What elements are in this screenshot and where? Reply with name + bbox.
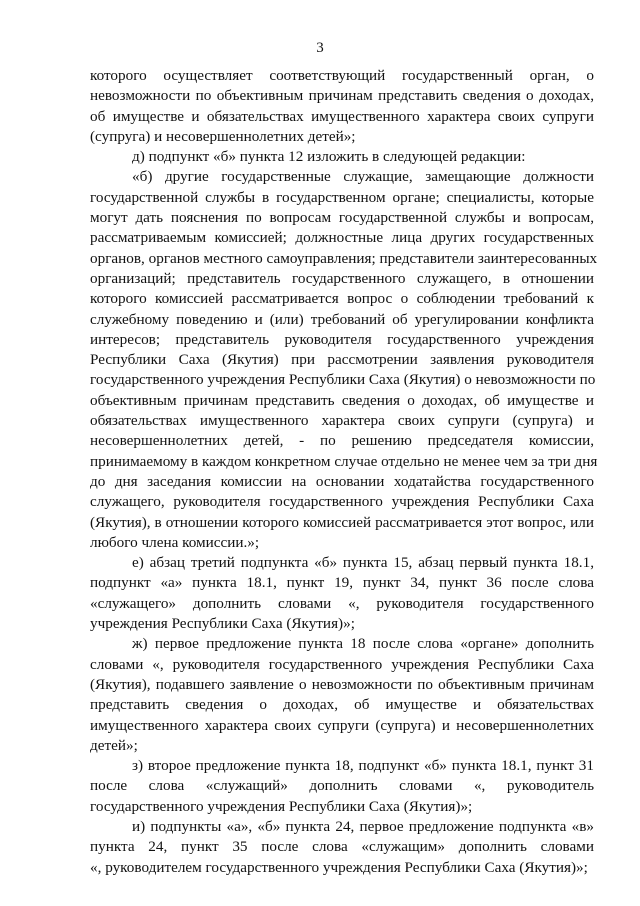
text-line: объективным причинам представить сведения о доходах, об имуществе и [90,391,594,409]
page-number: 3 [316,40,324,56]
text-line: словами «, руководителя государственного учреждения Республики Саха [90,655,594,673]
body-text [90,66,598,878]
text-line: органов, органов местного самоуправления; представители заинтересованных [90,249,598,267]
text-line: «, руководителем государственного учреждения Республики Саха (Якутия)»; [90,858,588,876]
text-line: представить сведения о доходах, об имуществе и обязательствах [90,696,594,714]
text-line: рассматриваемым комиссией; должностные лица других государственных [90,229,594,247]
text-line: которого комиссией рассматривается вопрос о соблюдении требований к [90,290,594,308]
text-line: ж) первое предложение пункта 18 после слова «органе» дополнить [132,635,594,653]
text-line: и) подпункты «а», «б» пункта 24, первое предложение подпункта «в» [132,817,594,835]
text-line: подпункт «а» пункта 18.1, пункт 19, пункт 34, пункт 36 после слова [90,574,594,592]
text-line: «б) другие государственные служащие, замещающие должности [132,168,594,186]
text-line: могут дать пояснения по вопросам государственной службы и вопросам, [90,209,594,227]
text-line: пункта 24, пункт 35 после слова «служащим» дополнить словами [90,838,594,856]
text-line: (супруга) и несовершеннолетних детей»; [90,127,356,145]
text-line: (Якутия), подавшего заявление о невозможности по объективным причинам [90,675,594,693]
text-line: з) второе предложение пункта 18, подпункт «б» пункта 18.1, пункт 31 [132,757,594,775]
text-line: Республики Саха (Якутия) при рассмотрении заявления руководителя [90,351,594,369]
text-line: до дня заседания комиссии на основании ходатайства государственного [90,472,594,490]
text-line: которого осуществляет соответствующий государственный орган, о [90,67,594,84]
text-line: любого члена комиссии.»; [90,533,260,551]
text-line: имущественного характера своих супруги (супруга) и несовершеннолетних [90,716,594,734]
text-line: д) подпункт «б» пункта 12 изложить в следующей редакции: [132,148,526,166]
text-line: после слова «служащий» дополнить словами «, руководитель [90,777,594,795]
text-line: служебному поведению и (или) требований об урегулировании конфликта [90,310,594,328]
text-line: интересов; представитель руководителя государственного учреждения [90,330,594,348]
text-line: детей»; [90,736,138,754]
text-line: несовершеннолетних детей, - по решению председателя комиссии, [90,432,594,450]
text-line: учреждения Республики Саха (Якутия)»; [90,615,355,633]
text-line: «служащего» дополнить словами «, руководителя государственного [90,594,594,612]
text-line: (Якутия), в отношении которого комиссией рассматривается этот вопрос, или [90,513,594,531]
text-line: обязательствах имущественного характера своих супруги (супруга) и [90,412,594,430]
text-line: государственной службы в государственном органе; специалисты, которые [90,188,594,206]
text-line: государственного учреждения Республики Саха (Якутия) о невозможности по [90,371,596,389]
text-line: принимаемому в каждом конкретном случае отдельно не менее чем за три дня [90,452,598,470]
text-line: е) абзац третий подпункта «б» пункта 15, абзац первый пункта 18.1, [132,554,594,572]
text-line: государственного учреждения Республики Саха (Якутия)»; [90,797,473,815]
text-line: служащего, руководителя государственного учреждения Республики Саха [90,493,594,511]
text-line: организаций; представитель государственного служащего, в отношении [90,269,594,287]
text-line: об имуществе и обязательствах имущественного характера своих супруги [90,107,594,125]
text-line: невозможности по объективным причинам представить сведения о доходах, [90,87,594,105]
